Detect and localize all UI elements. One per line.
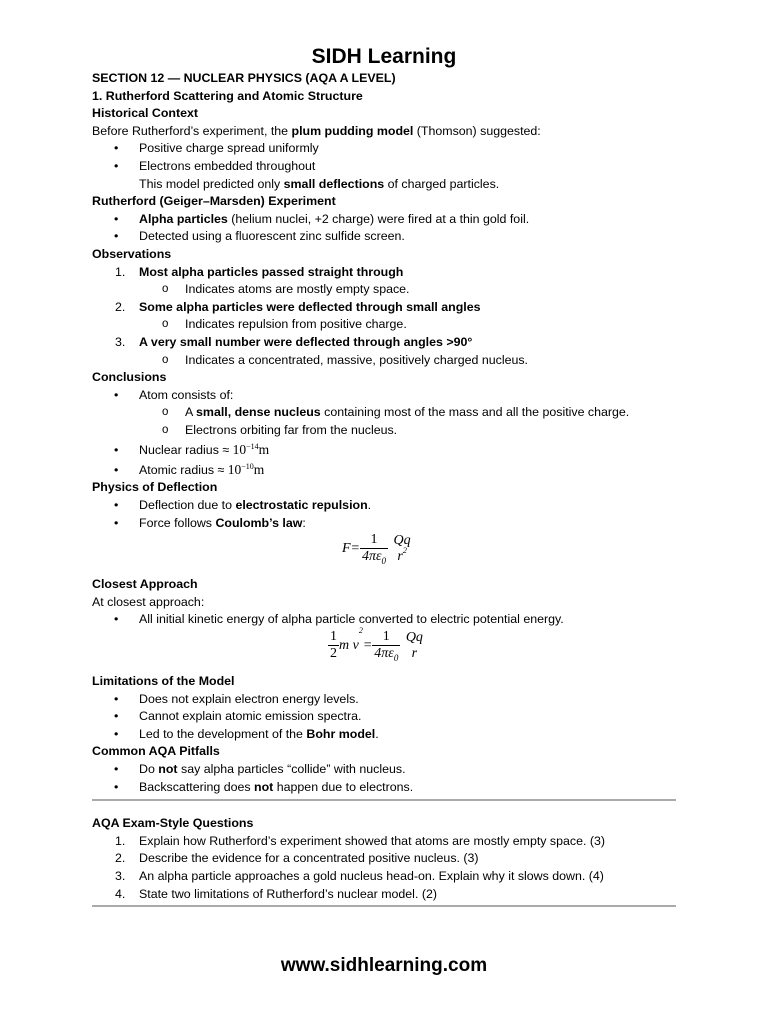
- observation-3-sub: o Indicates a concentrated, massive, positively charged nucleus.: [162, 352, 528, 367]
- deflection-bullet-2: • Force follows Coulomb’s law:: [92, 515, 676, 533]
- deflection-bullet-1: • Deflection due to electrostatic repulsion.: [92, 497, 676, 515]
- pitfalls-bullet-1: • Do not say alpha particles “collide” with nucleus.: [92, 761, 676, 779]
- conclusions-heading: Conclusions: [92, 370, 167, 385]
- observation-1-sub: o Indicates atoms are mostly empty space.: [162, 282, 410, 297]
- footer-website: www.sidhlearning.com: [280, 955, 488, 976]
- energy-equation: $\frac{1}{2}$ m $v^2=$ $\frac{1}{4\pi\varepsilon_0}$ Qq r: [330, 625, 423, 663]
- experiment-bullet-2: • Detected using a fluorescent zinc sulfide screen.: [92, 228, 676, 246]
- historical-bullet-2: • Electrons embedded throughout: [92, 158, 676, 176]
- closest-heading: Closest Approach: [92, 577, 198, 592]
- conclusions-sub-2: o Electrons orbiting far from the nucleus.: [162, 422, 398, 437]
- pitfalls-heading: Common AQA Pitfalls: [92, 744, 220, 759]
- questions-heading: AQA Exam-Style Questions: [92, 816, 254, 831]
- section-heading: SECTION 12 — NUCLEAR PHYSICS (AQA A LEVEL): [92, 71, 396, 85]
- atomic-radius: • Atomic radius ≈ $10^{-10}m$: [92, 459, 676, 479]
- conclusions-sub-1: o A small, dense nucleus containing most of the mass and all the positive charge.: [162, 405, 630, 420]
- divider-bottom: [92, 905, 676, 907]
- closest-bullet-1: • All initial kinetic energy of alpha particle converted to electric potential energy.: [92, 611, 676, 629]
- experiment-heading: Rutherford (Geiger–Marsden) Experiment: [92, 194, 336, 209]
- closest-intro: At closest approach:: [92, 594, 205, 609]
- topic-heading: 1. Rutherford Scattering and Atomic Structure: [92, 88, 363, 103]
- deflection-heading: Physics of Deflection: [92, 480, 218, 495]
- observations-heading: Observations: [92, 246, 172, 261]
- coulomb-equation: F= $\frac{1}{4\pi\varepsilon_0}$ Qq $r^2$: [342, 532, 411, 567]
- question-1: 1. Explain how Rutherford’s experiment showed that atoms are mostly empty space. (3): [115, 833, 606, 848]
- historical-note: This model predicted only small deflections of charged particles.: [139, 176, 500, 191]
- question-2: 2. Describe the evidence for a concentrated positive nucleus. (3): [115, 851, 479, 866]
- conclusions-bullet-1: • Atom consists of:: [92, 387, 676, 405]
- limitations-heading: Limitations of the Model: [92, 674, 235, 689]
- question-4: 4. State two limitations of Rutherford’s nuclear model. (2): [115, 886, 437, 901]
- limitations-bullet-2: • Cannot explain atomic emission spectra.: [92, 708, 676, 726]
- observation-3: 3. A very small number were deflected through angles >90°: [115, 334, 473, 349]
- observation-1: 1. Most alpha particles passed straight through: [115, 264, 404, 279]
- pitfalls-bullet-2: • Backscattering does not happen due to electrons.: [92, 779, 676, 797]
- document-page: [92, 44, 676, 910]
- question-3: 3. An alpha particle approaches a gold nucleus head-on. Explain why it slows down. (4): [115, 868, 604, 883]
- historical-intro: Before Rutherford’s experiment, the plum pudding model (Thomson) suggested:: [92, 123, 541, 138]
- nuclear-radius: • Nuclear radius ≈ $10^{-14}m$: [92, 439, 676, 459]
- divider-top: [92, 799, 676, 801]
- historical-bullet-1: • Positive charge spread uniformly: [92, 140, 676, 158]
- historical-heading: Historical Context: [92, 106, 199, 121]
- observation-2-sub: o Indicates repulsion from positive charge.: [162, 317, 407, 332]
- experiment-bullet-1: • Alpha particles (helium nuclei, +2 charge) were fired at a thin gold foil.: [92, 211, 676, 229]
- limitations-bullet-1: • Does not explain electron energy levels.: [92, 691, 676, 709]
- observation-2: 2. Some alpha particles were deflected through small angles: [115, 299, 481, 314]
- page-title: SIDH Learning: [311, 45, 457, 68]
- limitations-bullet-3: • Led to the development of the Bohr model.: [92, 726, 676, 744]
